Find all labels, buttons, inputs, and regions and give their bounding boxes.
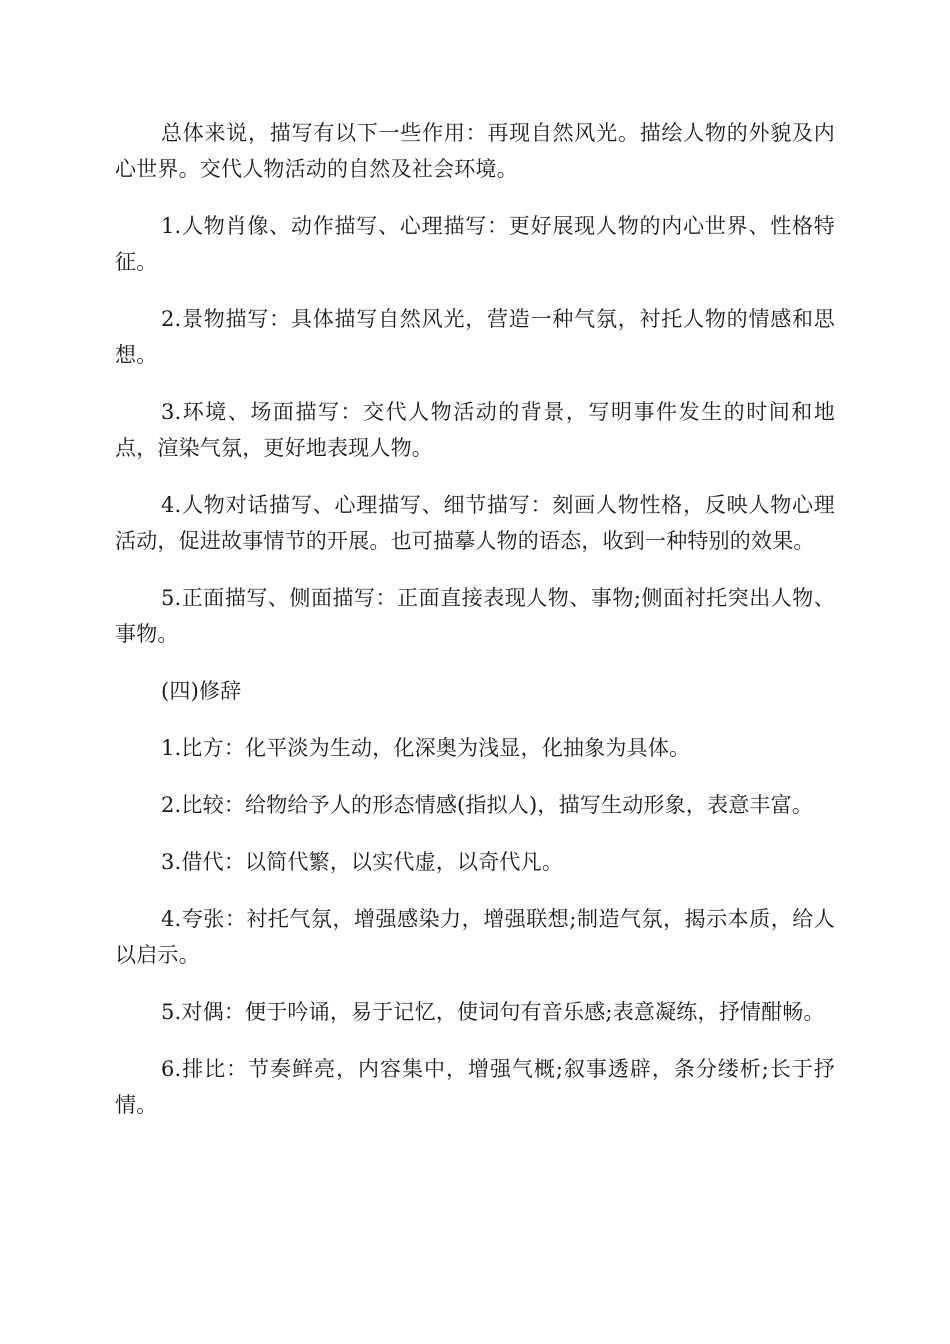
paragraph-summary: 总体来说，描写有以下一些作用：再现自然风光。描绘人物的外貌及内心世界。交代人物活动的自然及社会环境。 (115, 121, 835, 181)
paragraph-metonymy: 3.借代：以简代繁，以实代虚，以奇代凡。 (161, 850, 564, 874)
paragraph-environment-description: 3.环境、场面描写：交代人物活动的背景，写明事件发生的时间和地点，渲染气氛，更好地表现人物。 (115, 400, 835, 460)
paragraph-dialogue-description: 4.人物对话描写、心理描写、细节描写：刻画人物性格，反映人物心理活动，促进故事情节的开展。也可描摹人物的语态，收到一种特别的效果。 (115, 493, 835, 553)
paragraph-portrait-description: 1.人物肖像、动作描写、心理描写：更好展现人物的内心世界、性格特征。 (115, 214, 835, 274)
paragraph-hyperbole: 4.夸张：衬托气氛，增强感染力，增强联想;制造气氛，揭示本质，给人以启示。 (115, 907, 835, 967)
paragraph-scenery-description: 2.景物描写：具体描写自然风光，营造一种气氛，衬托人物的情感和思想。 (115, 307, 835, 367)
paragraph-parallelism: 6.排比：节奏鲜亮，内容集中，增强气概;叙事透辟，条分缕析;长于抒情。 (115, 1057, 835, 1117)
section-heading-rhetoric: (四)修辞 (161, 679, 242, 703)
paragraph-personification: 2.比较：给物给予人的形态情感(指拟人)，描写生动形象，表意丰富。 (161, 793, 814, 817)
paragraph-antithesis: 5.对偶：便于吟诵，易于记忆，使词句有音乐感;表意凝练，抒情酣畅。 (161, 1000, 825, 1024)
paragraph-direct-indirect-description: 5.正面描写、侧面描写：正面直接表现人物、事物;侧面衬托突出人物、事物。 (115, 586, 835, 646)
paragraph-metaphor: 1.比方：化平淡为生动，化深奥为浅显，化抽象为具体。 (161, 736, 691, 760)
document-page (115, 115, 835, 1144)
